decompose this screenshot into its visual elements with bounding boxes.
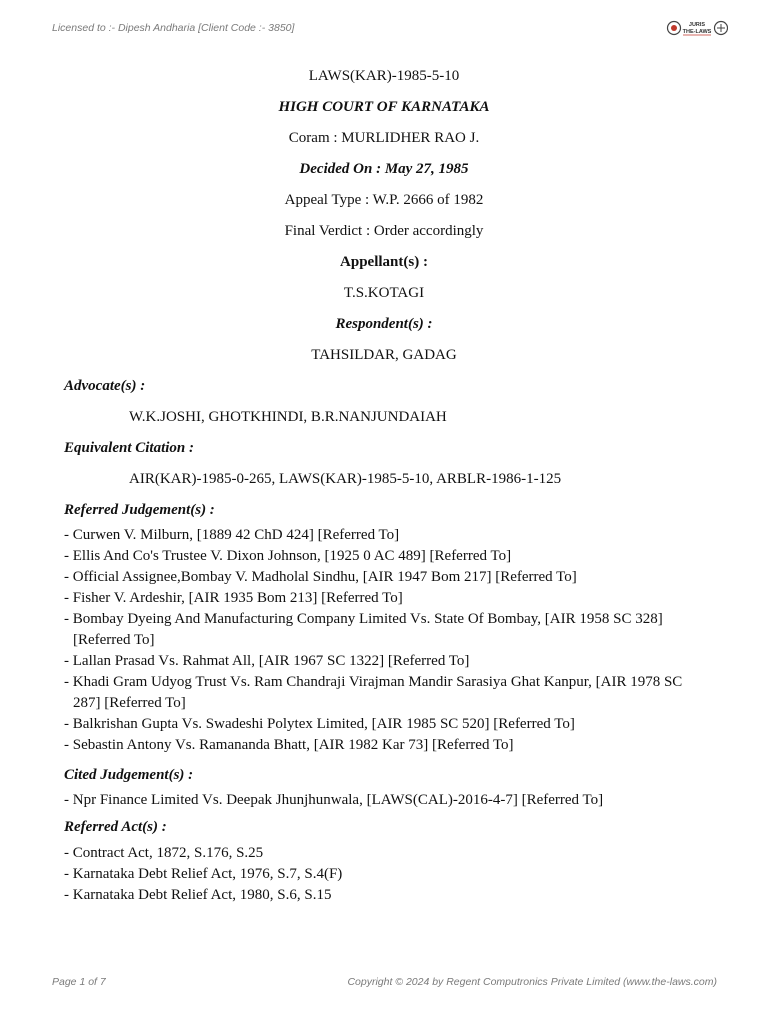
list-item: - Npr Finance Limited Vs. Deepak Jhunjhunwala, [LAWS(CAL)-2016-4-7] [Referred To]	[64, 792, 604, 808]
list-item: - Fisher V. Ardeshir, [AIR 1935 Bom 213] [Referred To]	[64, 590, 403, 606]
list-item: - Khadi Gram Udyog Trust Vs. Ram Chandraji Virajman Mandir Sarasiya Ghat Kanpur, [AIR 1978 SC 287] [Referred To]	[64, 674, 683, 711]
the-laws-logo	[666, 18, 728, 38]
advocates-value: W.K.JOSHI, GHOTKHINDI, B.R.NANJUNDAIAH	[129, 409, 447, 425]
final-verdict: Final Verdict : Order accordingly	[284, 223, 484, 239]
page-number: Page 1 of 7	[52, 976, 106, 988]
referred-judgements-heading: Referred Judgement(s) :	[64, 502, 215, 518]
list-item: - Karnataka Debt Relief Act, 1976, S.7, S.4(F)	[64, 866, 343, 882]
logo-text-top: JURIS	[688, 22, 706, 28]
list-item: - Curwen V. Milburn, [1889 42 ChD 424] [Referred To]	[64, 527, 400, 543]
list-item: - Official Assignee,Bombay V. Madholal Sindhu, [AIR 1947 Bom 217] [Referred To]	[64, 569, 577, 585]
case-citation: LAWS(KAR)-1985-5-10	[308, 68, 460, 84]
cited-judgements-list	[64, 790, 704, 811]
referred-judgements-list	[64, 525, 704, 756]
list-item: - Sebastin Antony Vs. Ramananda Bhatt, [AIR 1982 Kar 73] [Referred To]	[64, 737, 514, 753]
cited-judgements-heading: Cited Judgement(s) :	[64, 767, 194, 783]
referred-acts-heading: Referred Act(s) :	[64, 819, 167, 835]
respondent-label: Respondent(s) :	[335, 316, 433, 332]
list-item: - Bombay Dyeing And Manufacturing Company Limited Vs. State Of Bombay, [AIR 1958 SC 328] [Referred To]	[64, 611, 663, 648]
list-item: - Karnataka Debt Relief Act, 1980, S.6, S.15	[64, 887, 332, 903]
decided-on: Decided On : May 27, 1985	[299, 161, 469, 177]
coram: Coram : MURLIDHER RAO J.	[288, 130, 480, 146]
equivalent-citation-value: AIR(KAR)-1985-0-265, LAWS(KAR)-1985-5-10, ARBLR-1986-1-125	[129, 471, 562, 487]
logo-text-bottom: THE-LAWS	[682, 29, 712, 35]
list-item: - Contract Act, 1872, S.176, S.25	[64, 845, 264, 861]
equivalent-citation-heading: Equivalent Citation :	[64, 440, 195, 456]
appellant-name: T.S.KOTAGI	[343, 285, 425, 301]
copyright-notice: Copyright © 2024 by Regent Computronics Private Limited (www.the-laws.com)	[347, 976, 717, 988]
appellant-label: Appellant(s) :	[340, 254, 428, 270]
list-item: - Balkrishan Gupta Vs. Swadeshi Polytex Limited, [AIR 1985 SC 520] [Referred To]	[64, 716, 575, 732]
referred-acts-list	[64, 843, 704, 906]
respondent-name: TAHSILDAR, GADAG	[311, 347, 457, 363]
court-name: HIGH COURT OF KARNATAKA	[278, 99, 490, 115]
appeal-type: Appeal Type : W.P. 2666 of 1982	[284, 192, 484, 208]
license-notice: Licensed to :- Dipesh Andharia [Client Code :- 3850]	[52, 22, 295, 34]
list-item: - Lallan Prasad Vs. Rahmat All, [AIR 1967 SC 1322] [Referred To]	[64, 653, 470, 669]
list-item: - Ellis And Co's Trustee V. Dixon Johnson, [1925 0 AC 489] [Referred To]	[64, 548, 512, 564]
advocates-heading: Advocate(s) :	[64, 378, 146, 394]
